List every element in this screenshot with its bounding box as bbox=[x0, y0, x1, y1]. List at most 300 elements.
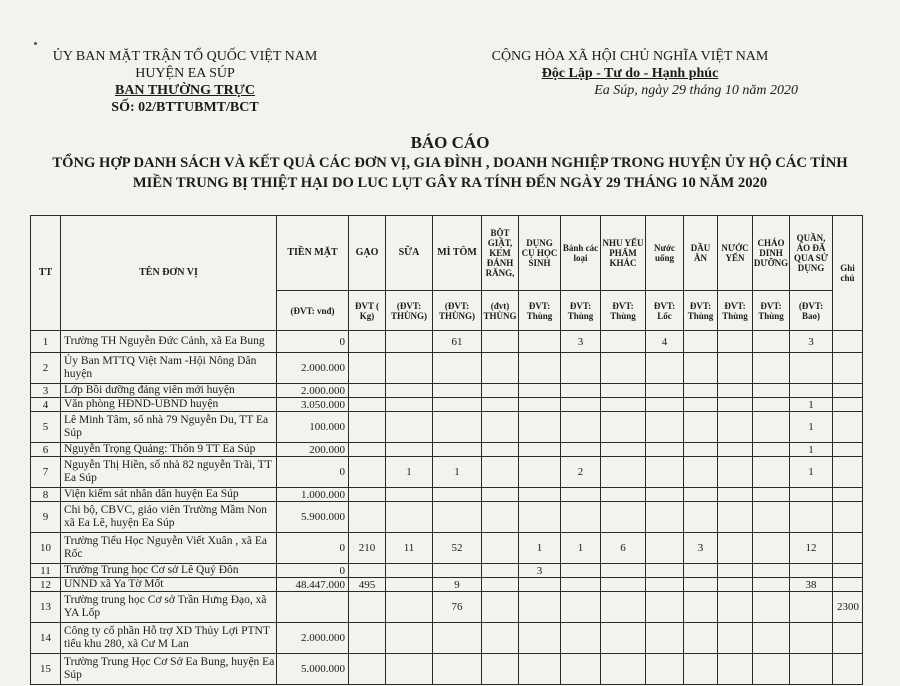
table-cell bbox=[833, 353, 863, 384]
table-cell bbox=[718, 564, 753, 578]
table-cell bbox=[684, 353, 718, 384]
report-heading: BÁO CÁO bbox=[410, 133, 490, 152]
col-header-water: Nước uống bbox=[646, 216, 684, 291]
table-cell: 1 bbox=[790, 412, 833, 443]
table-cell: 1 bbox=[519, 533, 561, 564]
table-cell bbox=[386, 488, 433, 502]
table-cell bbox=[349, 564, 386, 578]
table-cell bbox=[386, 502, 433, 533]
table-cell bbox=[561, 578, 601, 592]
table-cell bbox=[833, 502, 863, 533]
unit-name: Trường Tiểu Học Nguyễn Viết Xuân , xã Ea Rốc bbox=[61, 533, 277, 564]
table-cell: 1 bbox=[561, 533, 601, 564]
table-cell: 2300 bbox=[833, 592, 863, 623]
table-row bbox=[31, 353, 863, 384]
table-cell bbox=[349, 457, 386, 488]
table-cell bbox=[833, 533, 863, 564]
row-number: 12 bbox=[31, 578, 61, 592]
table-cell bbox=[482, 502, 519, 533]
col-header-detergent: BỘT GIẶT, KEM ĐÁNH RĂNG, bbox=[482, 216, 519, 291]
table-cell bbox=[519, 623, 561, 654]
table-cell bbox=[790, 592, 833, 623]
table-cell bbox=[646, 443, 684, 457]
table-cell: 3.050.000 bbox=[277, 398, 349, 412]
table-cell bbox=[753, 623, 790, 654]
table-cell: 12 bbox=[790, 533, 833, 564]
col-header-bird-nest: NƯỚC YẾN bbox=[718, 216, 753, 291]
table-cell: 2.000.000 bbox=[277, 623, 349, 654]
national-title: CỘNG HÒA XÃ HỘI CHỦ NGHĨA VIỆT NAM bbox=[491, 49, 769, 64]
row-number: 15 bbox=[31, 654, 61, 685]
table-row bbox=[31, 384, 863, 398]
table-cell bbox=[519, 578, 561, 592]
table-cell: 9 bbox=[433, 578, 482, 592]
table-cell bbox=[601, 623, 646, 654]
table-cell bbox=[833, 331, 863, 353]
table-cell bbox=[519, 502, 561, 533]
table-cell bbox=[753, 578, 790, 592]
unit-name: Nguyễn Thị Hiền, số nhà 82 nguyễn Trãi, TT Ea Súp bbox=[61, 457, 277, 488]
table-cell bbox=[684, 564, 718, 578]
table-cell bbox=[684, 592, 718, 623]
table-row bbox=[31, 502, 863, 533]
table-cell bbox=[833, 412, 863, 443]
col-header-noodles: MÌ TÔM bbox=[433, 216, 482, 291]
table-cell bbox=[519, 331, 561, 353]
table-row bbox=[31, 457, 863, 488]
table-row bbox=[31, 592, 863, 623]
table-cell bbox=[790, 654, 833, 685]
table-cell bbox=[601, 384, 646, 398]
table-cell bbox=[790, 488, 833, 502]
table-row bbox=[31, 331, 863, 353]
col-header-cash: TIỀN MẶT bbox=[277, 216, 349, 291]
table-row bbox=[31, 412, 863, 443]
table-cell: 76 bbox=[433, 592, 482, 623]
col-header-name: TÊN ĐƠN VỊ bbox=[61, 216, 277, 331]
table-row bbox=[31, 533, 863, 564]
table-cell bbox=[753, 331, 790, 353]
unit-cakes: ĐVT: Thùng bbox=[561, 291, 601, 331]
table-cell bbox=[482, 398, 519, 412]
table-cell bbox=[684, 412, 718, 443]
unit-name: Ủy Ban MTTQ Việt Nam -Hội Nông Dân huyện bbox=[61, 353, 277, 384]
table-cell bbox=[349, 331, 386, 353]
table-cell bbox=[833, 623, 863, 654]
table-cell: 1.000.000 bbox=[277, 488, 349, 502]
table-cell bbox=[433, 384, 482, 398]
col-header-school-supplies: DỤNG CỤ HỌC SINH bbox=[519, 216, 561, 291]
table-cell bbox=[433, 623, 482, 654]
table-cell bbox=[833, 564, 863, 578]
table-cell bbox=[519, 384, 561, 398]
table-row bbox=[31, 623, 863, 654]
table-cell bbox=[753, 457, 790, 488]
table-cell bbox=[646, 592, 684, 623]
table-cell bbox=[519, 412, 561, 443]
table-cell bbox=[561, 654, 601, 685]
table-cell bbox=[646, 654, 684, 685]
table-cell: 1 bbox=[790, 443, 833, 457]
table-cell bbox=[753, 564, 790, 578]
table-cell bbox=[718, 412, 753, 443]
table-cell: 5.000.000 bbox=[277, 654, 349, 685]
table-cell bbox=[718, 533, 753, 564]
table-cell bbox=[433, 564, 482, 578]
table-cell bbox=[684, 331, 718, 353]
table-cell: 5.900.000 bbox=[277, 502, 349, 533]
table-cell: 1 bbox=[433, 457, 482, 488]
table-cell bbox=[482, 331, 519, 353]
table-cell bbox=[646, 564, 684, 578]
table-cell: 11 bbox=[386, 533, 433, 564]
table-cell bbox=[601, 412, 646, 443]
table-cell bbox=[684, 502, 718, 533]
table-cell: 0 bbox=[277, 457, 349, 488]
scan-speck bbox=[34, 42, 37, 45]
table-cell bbox=[646, 398, 684, 412]
table-cell bbox=[833, 654, 863, 685]
table-cell bbox=[386, 412, 433, 443]
table-cell bbox=[601, 443, 646, 457]
table-cell bbox=[519, 488, 561, 502]
table-cell: 210 bbox=[349, 533, 386, 564]
table-row bbox=[31, 443, 863, 457]
table-cell bbox=[386, 443, 433, 457]
unit-name: Văn phòng HĐND-UBND huyện bbox=[61, 398, 277, 412]
table-cell bbox=[349, 443, 386, 457]
table-cell bbox=[753, 592, 790, 623]
table-cell: 0 bbox=[277, 564, 349, 578]
table-cell bbox=[349, 654, 386, 685]
table-cell bbox=[790, 384, 833, 398]
row-number: 14 bbox=[31, 623, 61, 654]
table-cell: 1 bbox=[386, 457, 433, 488]
table-cell bbox=[646, 578, 684, 592]
row-number: 10 bbox=[31, 533, 61, 564]
table-cell bbox=[753, 384, 790, 398]
table-cell bbox=[718, 502, 753, 533]
unit-name: Trường TH Nguyễn Đức Cảnh, xã Ea Bung bbox=[61, 331, 277, 353]
table-cell bbox=[349, 623, 386, 654]
report-subtitle-line2: MIỀN TRUNG BỊ THIỆT HẠI DO LUC LỤT GÂY RA TÍNH ĐẾN NGÀY 29 THÁNG 10 NĂM 2020 bbox=[132, 175, 768, 191]
table-cell bbox=[646, 533, 684, 564]
table-cell bbox=[601, 502, 646, 533]
table-cell bbox=[646, 488, 684, 502]
table-cell bbox=[433, 443, 482, 457]
table-cell: 6 bbox=[601, 533, 646, 564]
document-number: SỐ: 02/BTTUBMT/BCT bbox=[111, 100, 259, 115]
table-cell bbox=[433, 398, 482, 412]
table-cell bbox=[646, 412, 684, 443]
table-cell bbox=[601, 353, 646, 384]
table-cell bbox=[386, 654, 433, 685]
table-cell bbox=[601, 398, 646, 412]
table-cell: 3 bbox=[519, 564, 561, 578]
national-motto: Độc Lập - Tư do - Hạnh phúc bbox=[541, 66, 719, 81]
table-cell bbox=[561, 502, 601, 533]
table-cell bbox=[684, 578, 718, 592]
unit-school-supplies: ĐVT: Thùng bbox=[519, 291, 561, 331]
unit-detergent: (đvt) THÙNG bbox=[482, 291, 519, 331]
table-cell bbox=[433, 353, 482, 384]
col-header-rice: GẠO bbox=[349, 216, 386, 291]
row-number: 7 bbox=[31, 457, 61, 488]
unit-name: Lớp Bồi dưỡng đảng viên mới huyện bbox=[61, 384, 277, 398]
table-cell bbox=[482, 412, 519, 443]
unit-porridge: ĐVT: Thùng bbox=[753, 291, 790, 331]
table-cell bbox=[646, 502, 684, 533]
table-cell bbox=[386, 592, 433, 623]
col-header-tt: TT bbox=[31, 216, 61, 331]
table-cell bbox=[561, 564, 601, 578]
col-header-oil: DẦU ĂN bbox=[684, 216, 718, 291]
table-row bbox=[31, 578, 863, 592]
table-cell bbox=[753, 398, 790, 412]
table-cell bbox=[433, 502, 482, 533]
row-number: 2 bbox=[31, 353, 61, 384]
table-cell bbox=[718, 654, 753, 685]
col-header-notes: Ghi chú bbox=[833, 216, 863, 331]
row-number: 6 bbox=[31, 443, 61, 457]
table-cell bbox=[646, 623, 684, 654]
table-cell bbox=[482, 578, 519, 592]
table-cell bbox=[646, 353, 684, 384]
table-cell bbox=[519, 592, 561, 623]
table-cell bbox=[718, 592, 753, 623]
table-cell bbox=[561, 443, 601, 457]
table-row bbox=[31, 564, 863, 578]
table-cell bbox=[482, 533, 519, 564]
table-cell bbox=[684, 398, 718, 412]
table-cell bbox=[601, 488, 646, 502]
table-cell bbox=[482, 592, 519, 623]
table-cell bbox=[790, 623, 833, 654]
row-number: 3 bbox=[31, 384, 61, 398]
row-number: 13 bbox=[31, 592, 61, 623]
table-cell bbox=[519, 398, 561, 412]
col-header-porridge: CHÁO DINH DƯỠNG bbox=[753, 216, 790, 291]
table-cell bbox=[790, 502, 833, 533]
issuer-district: HUYỆN EA SÚP bbox=[135, 66, 235, 81]
unit-rice: ĐVT ( Kg) bbox=[349, 291, 386, 331]
table-cell bbox=[349, 592, 386, 623]
unit-name: Chi bộ, CBVC, giáo viên Trường Mầm Non xã Ea Lê, huyện Ea Súp bbox=[61, 502, 277, 533]
table-cell bbox=[519, 457, 561, 488]
table-cell bbox=[833, 384, 863, 398]
table-cell bbox=[482, 654, 519, 685]
table-cell bbox=[684, 488, 718, 502]
table-cell bbox=[601, 654, 646, 685]
unit-clothes: (ĐVT: Bao) bbox=[790, 291, 833, 331]
table-cell bbox=[718, 398, 753, 412]
table-cell: 1 bbox=[790, 398, 833, 412]
table-cell: 3 bbox=[684, 533, 718, 564]
table-cell: 52 bbox=[433, 533, 482, 564]
unit-cash: (ĐVT: vnđ) bbox=[277, 291, 349, 331]
table-cell bbox=[349, 398, 386, 412]
table-cell bbox=[601, 331, 646, 353]
table-cell bbox=[718, 353, 753, 384]
donation-table bbox=[30, 215, 863, 685]
table-cell bbox=[386, 353, 433, 384]
table-cell bbox=[833, 488, 863, 502]
table-cell bbox=[718, 457, 753, 488]
col-header-milk: SỮA bbox=[386, 216, 433, 291]
unit-name: Lê Minh Tâm, số nhà 79 Nguyễn Du, TT Ea Súp bbox=[61, 412, 277, 443]
table-cell bbox=[684, 384, 718, 398]
table-cell bbox=[718, 331, 753, 353]
table-cell: 0 bbox=[277, 331, 349, 353]
table-body bbox=[31, 331, 863, 685]
issuer-header bbox=[40, 48, 330, 116]
table-cell bbox=[482, 353, 519, 384]
table-cell bbox=[790, 353, 833, 384]
table-cell bbox=[646, 457, 684, 488]
table-cell bbox=[718, 488, 753, 502]
row-number: 5 bbox=[31, 412, 61, 443]
table-cell bbox=[482, 384, 519, 398]
table-cell bbox=[561, 488, 601, 502]
table-cell bbox=[561, 353, 601, 384]
table-row bbox=[31, 398, 863, 412]
unit-essentials: ĐVT: Thùng bbox=[601, 291, 646, 331]
unit-oil: ĐVT: Thùng bbox=[684, 291, 718, 331]
col-header-cakes: Bánh các loại bbox=[561, 216, 601, 291]
unit-name: UNND xã Ya Tờ Mốt bbox=[61, 578, 277, 592]
table-cell bbox=[601, 457, 646, 488]
table-cell bbox=[349, 384, 386, 398]
unit-noodles: (ĐVT: THÙNG) bbox=[433, 291, 482, 331]
table-cell bbox=[753, 353, 790, 384]
table-cell bbox=[386, 564, 433, 578]
table-cell: 2.000.000 bbox=[277, 353, 349, 384]
table-cell bbox=[519, 353, 561, 384]
col-header-essentials: NHU YẾU PHẨM KHÁC bbox=[601, 216, 646, 291]
table-cell bbox=[561, 384, 601, 398]
report-title bbox=[0, 133, 900, 193]
issuer-board: BAN THƯỜNG TRỰC bbox=[114, 83, 255, 98]
row-number: 11 bbox=[31, 564, 61, 578]
table-cell bbox=[433, 654, 482, 685]
unit-bird-nest: ĐVT: Thùng bbox=[718, 291, 753, 331]
row-number: 4 bbox=[31, 398, 61, 412]
table-cell bbox=[790, 564, 833, 578]
table-cell bbox=[646, 384, 684, 398]
table-cell: 48.447.000 bbox=[277, 578, 349, 592]
table-cell bbox=[386, 578, 433, 592]
table-cell bbox=[561, 623, 601, 654]
table-cell: 200.000 bbox=[277, 443, 349, 457]
unit-name: Trường Trung học Cơ sở Lê Quý Đôn bbox=[61, 564, 277, 578]
table-cell bbox=[349, 502, 386, 533]
table-cell bbox=[753, 488, 790, 502]
unit-name: Nguyễn Trọng Quảng: Thôn 9 TT Ea Súp bbox=[61, 443, 277, 457]
table-cell: 61 bbox=[433, 331, 482, 353]
table-cell bbox=[601, 578, 646, 592]
table-cell bbox=[684, 654, 718, 685]
table-cell bbox=[386, 623, 433, 654]
table-cell bbox=[684, 457, 718, 488]
table-cell: 495 bbox=[349, 578, 386, 592]
report-subtitle-line1: TỔNG HỢP DANH SÁCH VÀ KẾT QUẢ CÁC ĐƠN VỊ, GIA ĐÌNH , DOANH NGHIỆP TRONG HUYỆN ỦY HỘ CÁC TỈNH bbox=[52, 155, 848, 171]
table-row bbox=[31, 488, 863, 502]
table-cell: 2 bbox=[561, 457, 601, 488]
table-cell bbox=[433, 412, 482, 443]
unit-name: Công ty cổ phần Hỗ trợ XD Thủy Lợi PTNT tiểu khu 280, xã Cư M Lan bbox=[61, 623, 277, 654]
table-cell: 3 bbox=[561, 331, 601, 353]
table-cell: 1 bbox=[790, 457, 833, 488]
table-cell bbox=[753, 502, 790, 533]
header-row bbox=[31, 216, 863, 291]
row-number: 9 bbox=[31, 502, 61, 533]
table-cell bbox=[561, 412, 601, 443]
table-cell bbox=[349, 353, 386, 384]
table-cell bbox=[519, 654, 561, 685]
table-cell bbox=[386, 331, 433, 353]
table-cell bbox=[753, 443, 790, 457]
table-cell bbox=[833, 457, 863, 488]
table-cell bbox=[753, 412, 790, 443]
table-cell bbox=[684, 443, 718, 457]
table-cell: 2.000.000 bbox=[277, 384, 349, 398]
table-cell: 0 bbox=[277, 533, 349, 564]
table-cell bbox=[386, 384, 433, 398]
table-cell bbox=[561, 592, 601, 623]
issuer-org: ỦY BAN MẶT TRẬN TỔ QUỐC VIỆT NAM bbox=[52, 49, 318, 64]
table-cell bbox=[482, 488, 519, 502]
document-date: Ea Súp, ngày 29 tháng 10 năm 2020 bbox=[594, 83, 798, 98]
table-cell bbox=[601, 592, 646, 623]
table-cell bbox=[482, 457, 519, 488]
table-cell bbox=[753, 533, 790, 564]
unit-milk: (ĐVT: THÙNG) bbox=[386, 291, 433, 331]
table-cell bbox=[519, 443, 561, 457]
table-cell bbox=[718, 443, 753, 457]
table-row bbox=[31, 654, 863, 685]
table-cell bbox=[433, 488, 482, 502]
table-cell bbox=[386, 398, 433, 412]
table-cell bbox=[753, 654, 790, 685]
table-cell bbox=[718, 578, 753, 592]
national-header bbox=[460, 48, 800, 99]
table-cell: 4 bbox=[646, 331, 684, 353]
table-cell bbox=[277, 592, 349, 623]
table-cell: 3 bbox=[790, 331, 833, 353]
table-cell bbox=[601, 564, 646, 578]
table-cell bbox=[684, 623, 718, 654]
table-cell bbox=[718, 384, 753, 398]
unit-name: Trường trung học Cơ sở Trần Hưng Đạo, xã YA Lốp bbox=[61, 592, 277, 623]
table-cell bbox=[833, 578, 863, 592]
table-cell bbox=[482, 564, 519, 578]
table-cell: 100.000 bbox=[277, 412, 349, 443]
row-number: 1 bbox=[31, 331, 61, 353]
unit-name: Viện kiểm sát nhân dân huyện Ea Súp bbox=[61, 488, 277, 502]
table-cell bbox=[718, 623, 753, 654]
table-cell bbox=[561, 398, 601, 412]
unit-water: ĐVT: Lốc bbox=[646, 291, 684, 331]
table-cell bbox=[833, 398, 863, 412]
table-cell bbox=[482, 443, 519, 457]
col-header-clothes: QUẦN, ÁO ĐÃ QUA SỬ DỤNG bbox=[790, 216, 833, 291]
table-cell bbox=[349, 412, 386, 443]
table-cell: 38 bbox=[790, 578, 833, 592]
table-cell bbox=[349, 488, 386, 502]
table-cell bbox=[482, 623, 519, 654]
row-number: 8 bbox=[31, 488, 61, 502]
table-cell bbox=[833, 443, 863, 457]
